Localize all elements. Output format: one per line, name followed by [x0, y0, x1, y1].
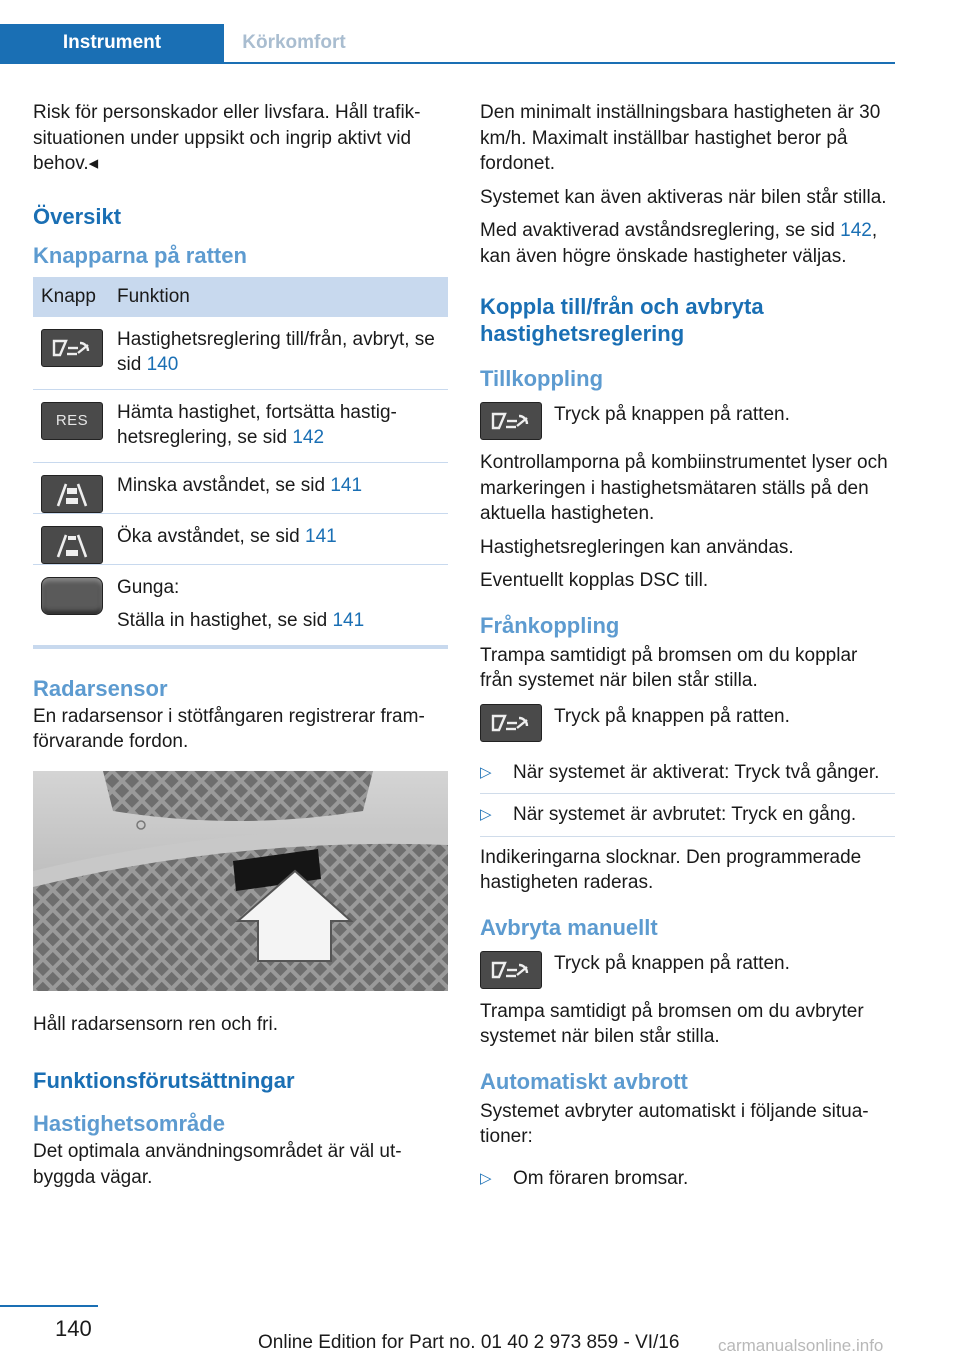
heading-auto-cancel: Automatiskt avbrott [480, 1068, 688, 1094]
row-text: Öka avståndet, se sid [117, 525, 305, 547]
chapter-tabs [0, 24, 895, 64]
deactivation-text: Trampa samtidigt på bromsen om du kopplar från systemet när bilen står stilla. [480, 644, 858, 691]
deactivation-instruction [480, 704, 895, 742]
manual-cancel-instruction [480, 951, 895, 989]
cruise-control-icon [480, 704, 542, 742]
auto-cancel-list [480, 1158, 895, 1200]
row-text: Ställa in hastighet, se sid [117, 609, 333, 631]
text-part: , kan även högre önskade hastigheter väljas. [480, 220, 878, 267]
page-number: 140 [55, 1316, 92, 1341]
radar-text: En radarsensor i stötfångaren registrerar fram-förvarande fordon. [33, 705, 425, 752]
edition-text: Online Edition for Part no. 01 40 2 973 859 - VI/16 [258, 1332, 680, 1353]
page-ref-link[interactable]: 141 [332, 609, 365, 631]
indicator-text: Indikeringarna slocknar. Den programmerade hastigheten raderas. [480, 846, 862, 893]
tab-instrument[interactable]: Instrument [0, 24, 224, 62]
left-column [33, 100, 448, 1198]
heading-manual-cancel: Avbryta manuellt [480, 914, 658, 940]
list-item [480, 1158, 895, 1200]
tab-korkomfort[interactable]: Körkomfort [242, 32, 346, 53]
row-text: Hämta hastighet, fortsätta hastig-hetsreglering, se sid [117, 401, 397, 448]
deactivation-list [480, 752, 895, 837]
press-button-text: Tryck på knappen på ratten. [554, 705, 790, 727]
table-header-function: Funktion [109, 277, 448, 317]
heading-speed-range: Hastighetsområde [33, 1111, 225, 1136]
res-button-label: RES [41, 402, 103, 440]
button-function-table [33, 277, 448, 649]
page-ref-link[interactable]: 142 [840, 220, 872, 241]
heading-steering-buttons: Knapparna på ratten [33, 242, 247, 268]
auto-cancel-text: Systemet avbryter automatiskt i följande situa-tioner: [480, 1100, 869, 1147]
row-text: Hastighetsreglering till/från, avbryt, se sid [117, 328, 435, 375]
radar-sensor-photo [33, 771, 448, 991]
list-item [480, 794, 895, 837]
text-part: Med avaktiverad avståndsreglering, se sid [480, 220, 841, 241]
list-item-text: När systemet är aktiverat: Tryck två gånger. [513, 761, 880, 783]
speed-range-text: Det optimala användningsområdet är väl ut-byggda vägar. [33, 1141, 402, 1188]
triangle-bullet-icon: ▷ [480, 806, 492, 823]
cruise-control-icon [41, 329, 103, 367]
table-header-button: Knapp [33, 277, 109, 317]
triangle-bullet-icon: ▷ [480, 763, 492, 781]
warning-text: Risk för personskador eller livsfara. Håll trafik-situationen under uppsikt och ingrip aktivt vid behov.◂ [33, 102, 421, 174]
table-row [33, 389, 448, 462]
triangle-bullet-icon: ▷ [480, 1169, 492, 1187]
distance-decrease-icon [41, 475, 103, 513]
activation-text-3: Eventuellt kopplas DSC till. [480, 570, 709, 591]
deactivated-distance-text [480, 218, 895, 269]
page-ref-link[interactable]: 141 [305, 525, 337, 547]
heading-toggle-cruise: Koppla till/från och avbryta hastighetsreglering [480, 294, 764, 346]
watermark: carmanualsonline.info [718, 1336, 884, 1355]
table-row [33, 317, 448, 390]
table-row [33, 564, 448, 647]
press-button-text: Tryck på knappen på ratten. [554, 404, 790, 425]
min-speed-text: Den minimalt inställningsbara hastigheten är 30 km/h. Maximalt inställbar hastighet beror på fordonet. [480, 102, 881, 174]
footer-rule [0, 1305, 98, 1307]
list-item-text: När systemet är avbrutet: Tryck en gång. [513, 804, 857, 825]
manual-cancel-text: Trampa samtidigt på bromsen om du avbryter systemet när bilen står stilla. [480, 1000, 864, 1047]
rocker-switch-icon [41, 577, 103, 615]
list-item [480, 752, 895, 795]
page-ref-link[interactable]: 142 [292, 426, 325, 448]
heading-prerequisites: Funktionsförutsättningar [33, 1068, 295, 1093]
page-ref-link[interactable]: 140 [146, 353, 179, 375]
heading-deactivation: Frånkoppling [480, 612, 620, 638]
activation-instruction [480, 402, 895, 440]
standstill-text: Systemet kan även aktiveras när bilen står stilla. [480, 186, 887, 208]
heading-activation: Tillkoppling [480, 366, 604, 391]
row-text: Minska avståndet, se sid [117, 474, 331, 496]
page-ref-link[interactable]: 141 [330, 474, 363, 496]
cruise-control-icon [480, 402, 542, 440]
activation-text-2: Hastighetsregleringen kan användas. [480, 536, 794, 558]
list-item-text: Om föraren bromsar. [513, 1167, 689, 1189]
table-row [33, 513, 448, 564]
press-button-text: Tryck på knappen på ratten. [554, 952, 790, 974]
right-column [480, 100, 895, 1199]
heading-radar-sensor: Radarsensor [33, 675, 168, 701]
heading-overview: Översikt [33, 203, 122, 229]
radar-note: Håll radarsensorn ren och fri. [33, 1013, 278, 1035]
activation-text-1: Kontrollamporna på kombiinstrumentet lyser och markeringen i hastighetsmätaren ställs på den aktuella hastigheten. [480, 452, 888, 524]
cruise-control-icon [480, 951, 542, 989]
table-row [33, 462, 448, 513]
distance-increase-icon [41, 526, 103, 564]
row-label: Gunga: [117, 576, 180, 598]
